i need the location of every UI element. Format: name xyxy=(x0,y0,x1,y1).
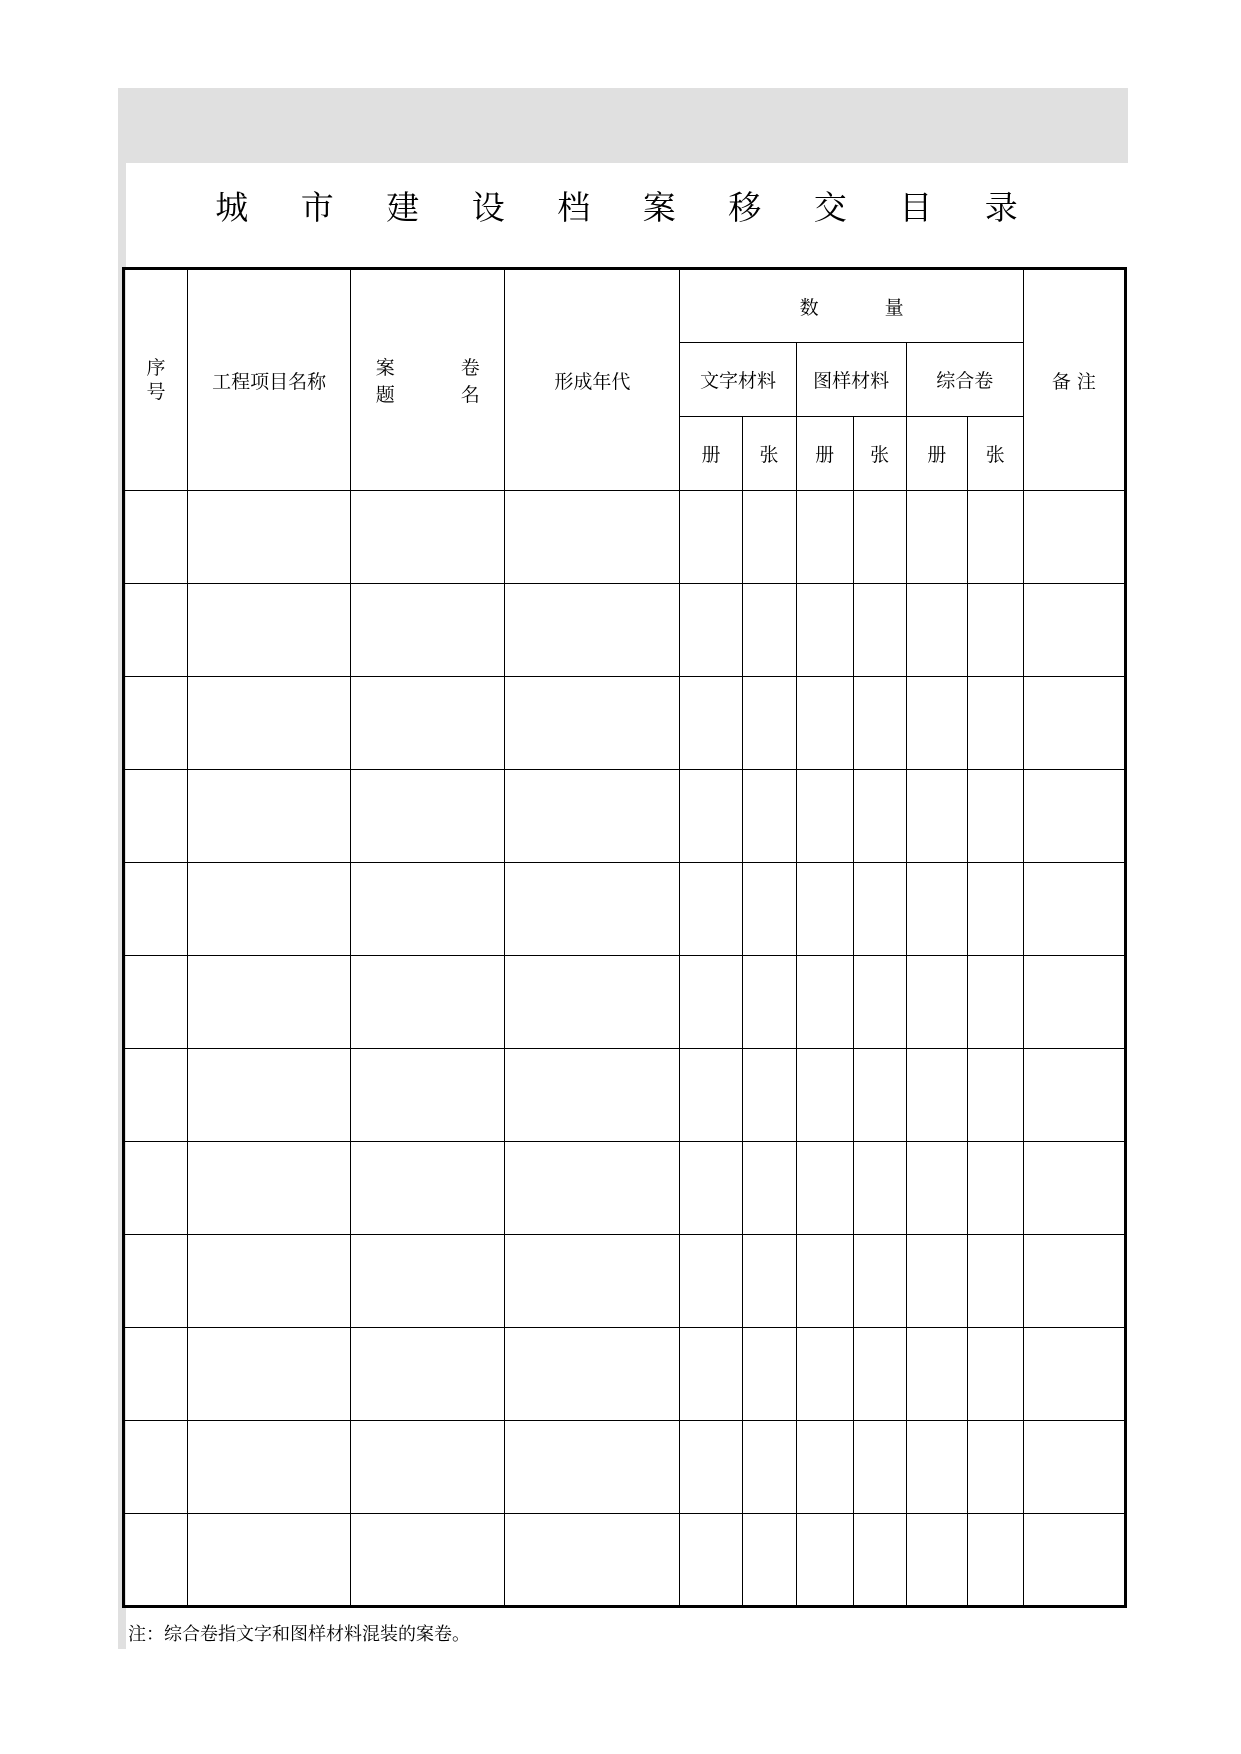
top-gray-band xyxy=(118,88,1128,163)
table-cell[interactable] xyxy=(742,863,796,956)
table-cell[interactable] xyxy=(351,1421,505,1514)
table-cell[interactable] xyxy=(853,1235,906,1328)
table-row xyxy=(124,677,1126,770)
table-cell[interactable] xyxy=(967,770,1023,863)
table-cell[interactable] xyxy=(906,1421,967,1514)
unit-sheet-header: 张 xyxy=(853,417,906,491)
table-cell[interactable] xyxy=(853,956,906,1049)
table-cell[interactable] xyxy=(742,1421,796,1514)
table-cell[interactable] xyxy=(796,956,853,1049)
table-cell[interactable] xyxy=(1023,491,1125,584)
table-cell[interactable] xyxy=(680,1514,742,1607)
table-cell[interactable] xyxy=(742,956,796,1049)
table-cell[interactable] xyxy=(742,677,796,770)
table-cell[interactable] xyxy=(906,1328,967,1421)
table-cell[interactable] xyxy=(906,584,967,677)
table-cell[interactable] xyxy=(124,677,188,770)
table-cell[interactable] xyxy=(505,1235,680,1328)
table-cell[interactable] xyxy=(351,1049,505,1142)
table-row xyxy=(124,863,1126,956)
table-cell[interactable] xyxy=(742,770,796,863)
table-cell[interactable] xyxy=(188,491,351,584)
table-cell[interactable] xyxy=(124,1328,188,1421)
table-row xyxy=(124,1049,1126,1142)
table-cell[interactable] xyxy=(1023,1514,1125,1607)
table-cell[interactable] xyxy=(680,1421,742,1514)
table-row xyxy=(124,1142,1126,1235)
table-cell[interactable] xyxy=(796,770,853,863)
table-cell[interactable] xyxy=(188,1235,351,1328)
table-cell[interactable] xyxy=(967,1514,1023,1607)
table-cell[interactable] xyxy=(680,491,742,584)
table-cell[interactable] xyxy=(853,863,906,956)
table-cell[interactable] xyxy=(967,491,1023,584)
table-cell[interactable] xyxy=(796,1142,853,1235)
table-cell[interactable] xyxy=(505,770,680,863)
table-cell[interactable] xyxy=(853,1421,906,1514)
table-cell[interactable] xyxy=(906,491,967,584)
table-cell[interactable] xyxy=(742,584,796,677)
table-cell[interactable] xyxy=(680,1049,742,1142)
table-cell[interactable] xyxy=(351,491,505,584)
table-cell[interactable] xyxy=(1023,1328,1125,1421)
table-cell[interactable] xyxy=(680,677,742,770)
table-cell[interactable] xyxy=(1023,1235,1125,1328)
table-cell[interactable] xyxy=(505,1142,680,1235)
remarks-header: 备 注 xyxy=(1023,269,1125,491)
volume-title-header: 案 卷 题 名 xyxy=(351,269,505,491)
table-cell[interactable] xyxy=(796,1514,853,1607)
table-cell[interactable] xyxy=(967,584,1023,677)
table-cell[interactable] xyxy=(853,1142,906,1235)
table-cell[interactable] xyxy=(188,770,351,863)
table-cell[interactable] xyxy=(967,956,1023,1049)
table-row xyxy=(124,1514,1126,1607)
table-cell[interactable] xyxy=(967,677,1023,770)
table-cell[interactable] xyxy=(680,956,742,1049)
table-cell[interactable] xyxy=(505,584,680,677)
table-cell[interactable] xyxy=(1023,1142,1125,1235)
table-cell[interactable] xyxy=(742,491,796,584)
table-cell[interactable] xyxy=(796,1421,853,1514)
table-cell[interactable] xyxy=(742,1514,796,1607)
table-cell[interactable] xyxy=(680,1328,742,1421)
data-rows xyxy=(124,491,1126,1607)
project-name-header: 工程项目名称 xyxy=(188,269,351,491)
table-row xyxy=(124,956,1126,1049)
table-cell[interactable] xyxy=(124,1142,188,1235)
table-cell[interactable] xyxy=(906,770,967,863)
table-cell[interactable] xyxy=(967,1421,1023,1514)
table-cell[interactable] xyxy=(351,956,505,1049)
table-cell[interactable] xyxy=(124,584,188,677)
table-cell[interactable] xyxy=(505,863,680,956)
table-cell[interactable] xyxy=(680,863,742,956)
table-cell[interactable] xyxy=(906,1514,967,1607)
table-cell[interactable] xyxy=(906,863,967,956)
table-cell[interactable] xyxy=(1023,863,1125,956)
table-cell[interactable] xyxy=(853,491,906,584)
table-cell[interactable] xyxy=(680,584,742,677)
table-cell[interactable] xyxy=(351,863,505,956)
table-cell[interactable] xyxy=(742,1142,796,1235)
unit-sheet-header: 张 xyxy=(967,417,1023,491)
table-cell[interactable] xyxy=(505,1514,680,1607)
table-cell[interactable] xyxy=(796,1235,853,1328)
table-cell[interactable] xyxy=(188,1049,351,1142)
table-cell[interactable] xyxy=(188,584,351,677)
table-cell[interactable] xyxy=(351,677,505,770)
unit-volume-header: 册 xyxy=(796,417,853,491)
table-cell[interactable] xyxy=(796,491,853,584)
table-cell[interactable] xyxy=(1023,584,1125,677)
table-cell[interactable] xyxy=(967,1235,1023,1328)
table-cell[interactable] xyxy=(680,1142,742,1235)
table-cell[interactable] xyxy=(1023,1049,1125,1142)
table-cell[interactable] xyxy=(742,1049,796,1142)
table-row xyxy=(124,491,1126,584)
table-cell[interactable] xyxy=(351,1142,505,1235)
table-cell[interactable] xyxy=(188,956,351,1049)
table-cell[interactable] xyxy=(124,770,188,863)
quantity-header: 数 量 xyxy=(680,269,1023,343)
table-row xyxy=(124,584,1126,677)
footer-note: 注：综合卷指文字和图样材料混装的案卷。 xyxy=(128,1624,470,1645)
unit-sheet-header: 张 xyxy=(742,417,796,491)
table-cell[interactable] xyxy=(124,1049,188,1142)
table-row xyxy=(124,1421,1126,1514)
table-cell[interactable] xyxy=(853,1049,906,1142)
table-cell[interactable] xyxy=(124,491,188,584)
seq-header: 序 号 xyxy=(124,269,188,491)
table-cell[interactable] xyxy=(796,1049,853,1142)
text-material-header: 文字材料 xyxy=(680,343,796,417)
table-row xyxy=(124,770,1126,863)
table-row xyxy=(124,1235,1126,1328)
table-cell[interactable] xyxy=(853,770,906,863)
table-cell[interactable] xyxy=(351,1328,505,1421)
table-cell[interactable] xyxy=(853,584,906,677)
table-cell[interactable] xyxy=(967,1328,1023,1421)
table-cell[interactable] xyxy=(853,1514,906,1607)
table-cell[interactable] xyxy=(906,677,967,770)
table-cell[interactable] xyxy=(1023,956,1125,1049)
table-cell[interactable] xyxy=(505,1421,680,1514)
table-cell[interactable] xyxy=(680,1235,742,1328)
table-cell[interactable] xyxy=(967,863,1023,956)
table-cell[interactable] xyxy=(124,956,188,1049)
table-cell[interactable] xyxy=(188,677,351,770)
table-cell[interactable] xyxy=(906,1235,967,1328)
table-cell[interactable] xyxy=(906,1049,967,1142)
table-cell[interactable] xyxy=(505,491,680,584)
table-cell[interactable] xyxy=(188,1514,351,1607)
table-cell[interactable] xyxy=(505,956,680,1049)
table-cell[interactable] xyxy=(796,584,853,677)
transfer-catalog-table xyxy=(122,267,1127,1608)
composite-volume-header: 综合卷 xyxy=(906,343,1023,417)
table-cell[interactable] xyxy=(505,677,680,770)
table-cell[interactable] xyxy=(906,1142,967,1235)
table-cell[interactable] xyxy=(124,863,188,956)
table-cell[interactable] xyxy=(188,863,351,956)
table-cell[interactable] xyxy=(1023,1421,1125,1514)
table-cell[interactable] xyxy=(505,1049,680,1142)
table-cell[interactable] xyxy=(1023,770,1125,863)
table-cell[interactable] xyxy=(680,770,742,863)
table-cell[interactable] xyxy=(796,863,853,956)
table-cell[interactable] xyxy=(796,1328,853,1421)
drawing-material-header: 图样材料 xyxy=(796,343,906,417)
table-cell[interactable] xyxy=(188,1142,351,1235)
header-row-1 xyxy=(124,269,1126,343)
table-cell[interactable] xyxy=(742,1235,796,1328)
table-cell[interactable] xyxy=(351,1235,505,1328)
table-cell[interactable] xyxy=(351,584,505,677)
table-cell[interactable] xyxy=(188,1328,351,1421)
table-cell[interactable] xyxy=(853,677,906,770)
table-cell[interactable] xyxy=(796,677,853,770)
formed-year-header: 形成年代 xyxy=(505,269,680,491)
page-title: 城 市 建 设 档 案 移 交 目 录 xyxy=(215,188,1039,227)
table-cell[interactable] xyxy=(124,1235,188,1328)
table-cell[interactable] xyxy=(967,1049,1023,1142)
table-cell[interactable] xyxy=(351,1514,505,1607)
table-cell[interactable] xyxy=(505,1328,680,1421)
unit-volume-header: 册 xyxy=(680,417,742,491)
table-cell[interactable] xyxy=(853,1328,906,1421)
table-cell[interactable] xyxy=(351,770,505,863)
table-cell[interactable] xyxy=(967,1142,1023,1235)
table-cell[interactable] xyxy=(124,1421,188,1514)
table-cell[interactable] xyxy=(188,1421,351,1514)
unit-volume-header: 册 xyxy=(906,417,967,491)
table-cell[interactable] xyxy=(906,956,967,1049)
table-cell[interactable] xyxy=(124,1514,188,1607)
table-row xyxy=(124,1328,1126,1421)
table-cell[interactable] xyxy=(1023,677,1125,770)
table-cell[interactable] xyxy=(742,1328,796,1421)
